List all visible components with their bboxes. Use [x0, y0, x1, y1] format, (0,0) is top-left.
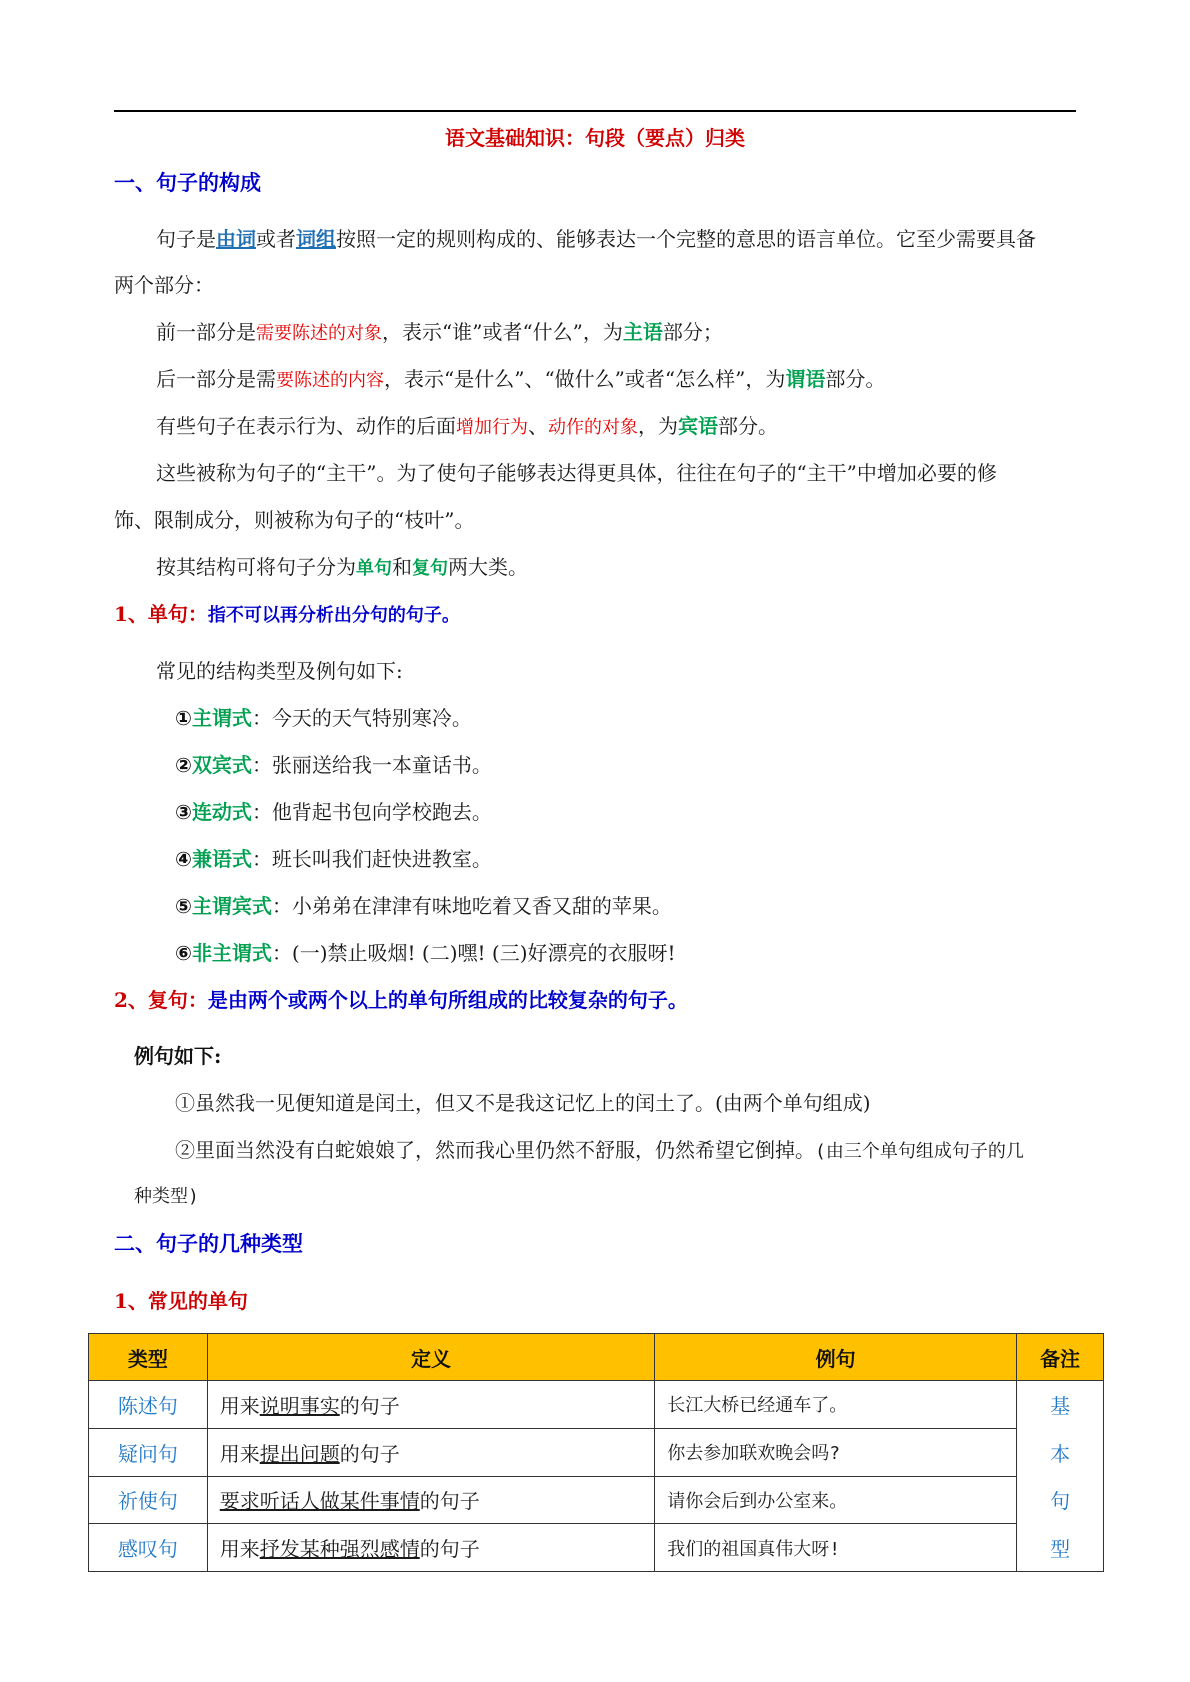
sentence-types-table: [88, 1333, 1104, 1572]
compound-example-2: [175, 1135, 1024, 1167]
text: 的句子: [339, 1393, 400, 1418]
table-row: [89, 1476, 1104, 1524]
note-char: 基: [1050, 1394, 1071, 1419]
table-row: [89, 1428, 1104, 1476]
item-type: 非主谓式: [191, 941, 272, 965]
header-definition: 定义: [207, 1334, 655, 1381]
paragraph-1-line2: 两个部分：: [114, 273, 214, 297]
paragraph-3: [156, 364, 885, 396]
term-compound-sentence: 复句: [412, 558, 448, 579]
item-number: ③: [175, 800, 192, 824]
text: 用来: [219, 1537, 260, 1562]
heading-num: 1、单句：: [114, 602, 208, 626]
text: 部分。: [825, 367, 886, 391]
paragraph-5-line1: 这些被称为句子的“主干”。为了使句子能够表达得更具体，往往在句子的“主干”中增加必要的修: [156, 461, 997, 485]
note-char: 句: [1050, 1489, 1071, 1514]
paragraph-4: [156, 411, 778, 443]
note-char: 型: [1050, 1536, 1071, 1561]
term-simple-sentence: 单句: [356, 558, 392, 579]
cell-example: 我们的祖国真伟大呀!: [655, 1524, 1017, 1572]
section2-subheading: 1、常见的单句: [114, 1289, 248, 1313]
text: ，为: [638, 414, 678, 438]
page-title: 语文基础知识：句段（要点）归类: [445, 126, 745, 150]
paragraph-6: [156, 552, 528, 584]
item-type: 连动式: [191, 800, 252, 824]
paragraph-1-line1: [156, 224, 1036, 254]
heading-definition: 指不可以再分析出分句的句子。: [207, 605, 460, 626]
simple-item: [175, 844, 492, 874]
compound-example-1: ①虽然我一见便知道是闰土，但又不是我这记忆上的闰土了。(由两个单句组成): [175, 1091, 871, 1115]
text: 句子是: [156, 227, 216, 251]
table-row: [89, 1524, 1104, 1572]
simple-item: [175, 703, 472, 733]
header-type: 类型: [89, 1334, 208, 1381]
item-type: 双宾式: [191, 753, 252, 777]
text: ②里面当然没有白蛇娘娘了，然而我心里仍然不舒服，仍然希望它倒掉。: [175, 1138, 815, 1162]
highlight-content: 要陈述的内容: [276, 370, 384, 391]
term-subject: 主语: [622, 320, 663, 344]
cell-example: 请你会后到办公室来。: [655, 1476, 1017, 1524]
text: ，表示“是什么”、“做什么”或者“怎么样”，为: [384, 367, 786, 391]
text: 用来: [219, 1441, 260, 1466]
item-type: 主谓宾式: [191, 894, 272, 918]
cell-type: 陈述句: [89, 1381, 208, 1429]
note-char: 本: [1050, 1441, 1071, 1466]
item-type: 主谓式: [191, 706, 252, 730]
item-text: ：张丽送给我一本童话书。: [251, 753, 492, 777]
simple-item: [175, 891, 672, 921]
table-header-row: [89, 1334, 1104, 1381]
cell-example: 长江大桥已经通车了。: [655, 1381, 1017, 1429]
cell-example: 你去参加联欢晚会吗?: [655, 1428, 1017, 1476]
header-note: 备注: [1017, 1334, 1104, 1381]
link-cizu[interactable]: 词组: [296, 227, 336, 251]
compound-example-2-cont: 种类型): [134, 1186, 199, 1207]
cell-definition: [207, 1428, 655, 1476]
text: 按其结构可将句子分为: [156, 555, 356, 579]
item-text: ：他背起书包向学校跑去。: [251, 800, 492, 824]
cell-type: 疑问句: [89, 1428, 208, 1476]
cell-definition: [207, 1381, 655, 1429]
item-text: ：今天的天气特别寒冷。: [251, 706, 472, 730]
text: 按照一定的规则构成的、能够表达一个完整的意思的语言单位。它至少需要具备: [336, 227, 1036, 251]
item-number: ①: [175, 706, 192, 730]
simple-item: [175, 750, 492, 780]
text: 有些句子在表示行为、动作的后面: [156, 414, 456, 438]
item-number: ②: [175, 753, 192, 777]
text: 、: [528, 414, 548, 438]
header-rule: [114, 110, 1076, 112]
simple-item: [175, 797, 492, 827]
item-number: ⑤: [175, 894, 192, 918]
text: 后一部分是需: [156, 367, 276, 391]
cell-type: 祈使句: [89, 1476, 208, 1524]
cell-note: [1017, 1381, 1104, 1572]
item-text: ：(一)禁止吸烟! (二)嘿! (三)好漂亮的衣服呀!: [271, 941, 676, 965]
highlight-object: 需要陈述的对象: [256, 323, 382, 344]
text: 部分。: [718, 414, 778, 438]
text-underlined: 抒发某种强烈感情: [259, 1537, 420, 1562]
heading-definition: 是由两个或两个以上的单句所组成的比较复杂的句子。: [207, 988, 688, 1012]
cell-type: 感叹句: [89, 1524, 208, 1572]
item-text: ：班长叫我们赶快进教室。: [251, 847, 492, 871]
text: 的句子: [419, 1537, 480, 1562]
header-example: 例句: [655, 1334, 1017, 1381]
text-note: (由三个单句组成句子的几: [815, 1141, 1024, 1162]
compound-example-label: 例句如下:: [134, 1044, 222, 1068]
text-underlined: 说明事实: [259, 1393, 340, 1418]
highlight-behavior: 增加行为: [456, 417, 528, 438]
section2-heading: 二、句子的几种类型: [114, 1231, 303, 1256]
paragraph-5-line2: 饰、限制成分，则被称为句子的“枝叶”。: [114, 508, 475, 532]
highlight-action-object: 动作的对象: [548, 417, 638, 438]
item-number: ④: [175, 847, 192, 871]
text-underlined: 要求听话人做某件事情: [219, 1489, 420, 1514]
simple-item: [175, 938, 676, 968]
note-vertical-text: [1029, 1381, 1091, 1571]
text: 的句子: [419, 1489, 480, 1514]
cell-definition: [207, 1524, 655, 1572]
text: 和: [392, 555, 412, 579]
item-text: ：小弟弟在津津有味地吃着又香又甜的苹果。: [271, 894, 672, 918]
item-number: ⑥: [175, 941, 192, 965]
text: 的句子: [339, 1441, 400, 1466]
term-predicate: 谓语: [785, 367, 826, 391]
cell-definition: [207, 1476, 655, 1524]
table-row: [89, 1381, 1104, 1429]
text: 部分；: [662, 320, 723, 344]
simple-intro: 常见的结构类型及例句如下:: [156, 659, 403, 683]
section1-heading: 一、句子的构成: [114, 170, 261, 195]
compound-sentence-heading: [114, 985, 688, 1015]
item-type: 兼语式: [191, 847, 252, 871]
text: ，表示“谁”或者“什么”，为: [382, 320, 623, 344]
term-object: 宾语: [678, 414, 718, 438]
text-underlined: 提出问题: [259, 1441, 340, 1466]
heading-num: 2、复句：: [114, 988, 208, 1012]
text: 前一部分是: [156, 320, 256, 344]
text: 两大类。: [448, 555, 528, 579]
link-youci[interactable]: 由词: [216, 227, 256, 251]
paragraph-2: [156, 317, 723, 349]
simple-sentence-heading: [114, 599, 460, 631]
text: 用来: [219, 1393, 260, 1418]
text: 或者: [256, 227, 296, 251]
